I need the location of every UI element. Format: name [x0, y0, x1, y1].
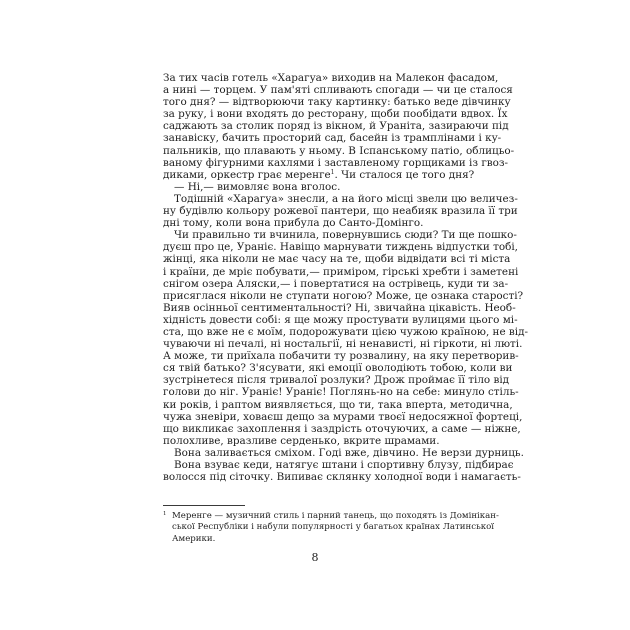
text-line: За тих часів готель «Харагуа» виходив на Малекон фасадом,	[163, 72, 499, 84]
text-line: занавіску, бачить просторий сад, басейн із трамплінами і ку-	[163, 132, 502, 145]
text-line: присяглася ніколи не ступати ногою? Може, це ознака старості?	[163, 289, 524, 302]
text-line: а нині — торцем. У пам'яті спливають спогади — чи це сталося	[163, 84, 513, 97]
text-fragment: диками, оркестр грає меренге	[163, 168, 331, 181]
text-line: за руку, і вони входять до ресторану, щоби пообідати вдвох. Їх	[163, 108, 508, 121]
text-line: волосся під сіточку. Випиває склянку холодної води і намагаєть-	[163, 471, 521, 484]
text-line: жінці, яка ніколи не має часу на те, щоби відвідати всі ті міста	[163, 253, 511, 266]
text-fragment: . Чи сталося це того дня?	[334, 168, 475, 181]
text-line: ста, що вже не є моїм, подорожувати цією чужою країною, не від-	[163, 325, 529, 338]
text-line: ваному фігурними кахлями і заставленому горщиками із гвоз-	[163, 156, 509, 169]
text-line-with-footnote-ref	[163, 168, 475, 181]
text-line: і країни, де мріє побувати,— приміром, гірські хребти і заметені	[163, 265, 519, 278]
body-text	[163, 72, 529, 484]
text-line: дуєш про це, Ураніє. Навіщо марнувати тиждень відпустки тобі,	[163, 241, 518, 254]
text-line: Вона взуває кеди, натягує штани і спортивну блузу, підбирає	[174, 459, 514, 471]
text-line: чуваючи ні печалі, ні ностальгії, ні ненависті, ні гіркоти, ні люті.	[163, 338, 523, 351]
footnote-text: Меренге — музичний стиль і парний танець, що походять із Домінікан-	[172, 511, 499, 521]
text-line: снігом озера Аляски,— і повертатися на острівець, куди ти за-	[163, 277, 509, 290]
text-line: хідність довести собі: я ще можу простувати вулицями цього мі-	[163, 313, 518, 326]
footnote-reference[interactable]: 1	[330, 168, 335, 176]
footnote-marker: 1	[163, 511, 167, 517]
text-line: голови до ніг. Ураніє! Ураніє! Поглянь-но на себе: минуло стіль-	[163, 386, 519, 399]
text-line: саджають за столик поряд із вікном, й Ураніта, зазираючи під	[163, 120, 509, 133]
footnote-line: Америки.	[172, 534, 216, 545]
text-line: Вияв осінньої сентиментальності? Ні, звичайна цікавість. Необ-	[163, 301, 516, 314]
footnote-line: ської Республіки і набули популярності у багатьох країнах Латинської	[172, 521, 495, 532]
text-line: А може, ти приїхала побачити ту розвалину, на яку перетворив-	[163, 350, 519, 363]
footnote-divider	[163, 505, 245, 506]
dialogue-line: — Ні,— вимовляє вона вголос.	[174, 180, 341, 193]
footnote	[163, 508, 499, 546]
text-line: пальників, що плавають у ньому. В Іспанському патіо, облицьо-	[163, 144, 515, 157]
text-line: чужа зневіри, ховаєш дещо за мурами твоєї недосяжної фортеці,	[163, 410, 523, 423]
text-line: того дня? — відтворюючи таку картинку: батько веде дівчинку	[163, 96, 511, 109]
text-line: ну будівлю кольору рожевої пантери, що неабияк вразила її три	[163, 205, 518, 218]
text-line: зустрінетеся після тривалої розлуки? Дрож проймає її тіло від	[163, 374, 510, 387]
page-number: 8	[311, 551, 319, 564]
text-line: Чи правильно ти вчинила, повернувшись сюди? Ти ще пошко-	[174, 229, 517, 242]
text-line: Тодішній «Харагуа» знесли, а на його місці звели цю величез-	[174, 192, 518, 205]
text-line: ки років, і раптом виявляється, що ти, така вперта, методична,	[163, 398, 513, 411]
text-line: що викликає захоплення і заздрість оточуючих, а саме — ніжне,	[163, 422, 521, 435]
text-line: ся твій батько? З'ясувати, які емоції оволодіють тобою, коли ви	[163, 362, 513, 375]
text-line: Вона заливається сміхом. Годі вже, дівчино. Не верзи дурниць.	[174, 446, 524, 459]
text-line: полохливе, вразливе серденько, вкрите шрамами.	[163, 434, 440, 447]
text-line: дні тому, коли вона прибула до Санто-Домінго.	[163, 217, 424, 230]
footnote-line	[163, 508, 499, 521]
